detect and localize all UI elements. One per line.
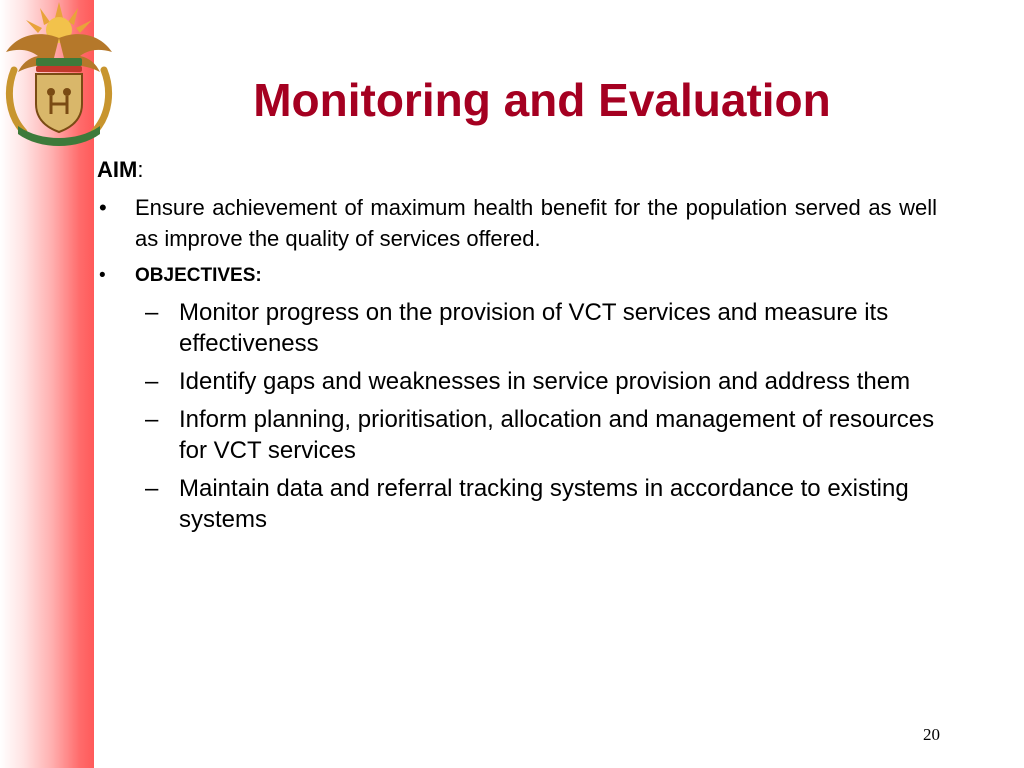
slide-body (97, 156, 937, 535)
dash-marker: – (145, 475, 159, 502)
page-number: 20 (923, 725, 940, 744)
objective-item (145, 473, 939, 535)
dash-marker: – (145, 299, 159, 326)
objective-item (145, 366, 939, 397)
objective-text: Maintain data and referral tracking systems in accordance to existing systems (179, 475, 909, 533)
dash-marker: – (145, 406, 159, 433)
dash-marker: – (145, 368, 159, 395)
aim-text: Ensure achievement of maximum health benefit for the population served as well as improve the quality of services offered. (135, 195, 937, 251)
objective-text: Inform planning, prioritisation, allocation and management of resources for VCT services (179, 406, 935, 464)
aim-heading (97, 156, 937, 184)
objective-text: Monitor progress on the provision of VCT services and measure its effectiveness (179, 299, 889, 357)
objective-item (145, 404, 939, 466)
bullet-marker: • (99, 265, 106, 286)
bullet-marker: • (99, 195, 107, 220)
objectives-list (145, 297, 937, 535)
coat-of-arms-logo (0, 0, 118, 150)
aim-label: AIM (97, 157, 138, 182)
objective-item (145, 297, 939, 359)
slide-title: Monitoring and Evaluation (253, 74, 831, 126)
aim-colon: : (137, 157, 144, 182)
aim-bullet (97, 192, 937, 254)
objectives-label: OBJECTIVES: (135, 265, 262, 286)
objectives-bullet (97, 262, 937, 290)
objective-text: Identify gaps and weaknesses in service provision and address them (179, 368, 911, 395)
